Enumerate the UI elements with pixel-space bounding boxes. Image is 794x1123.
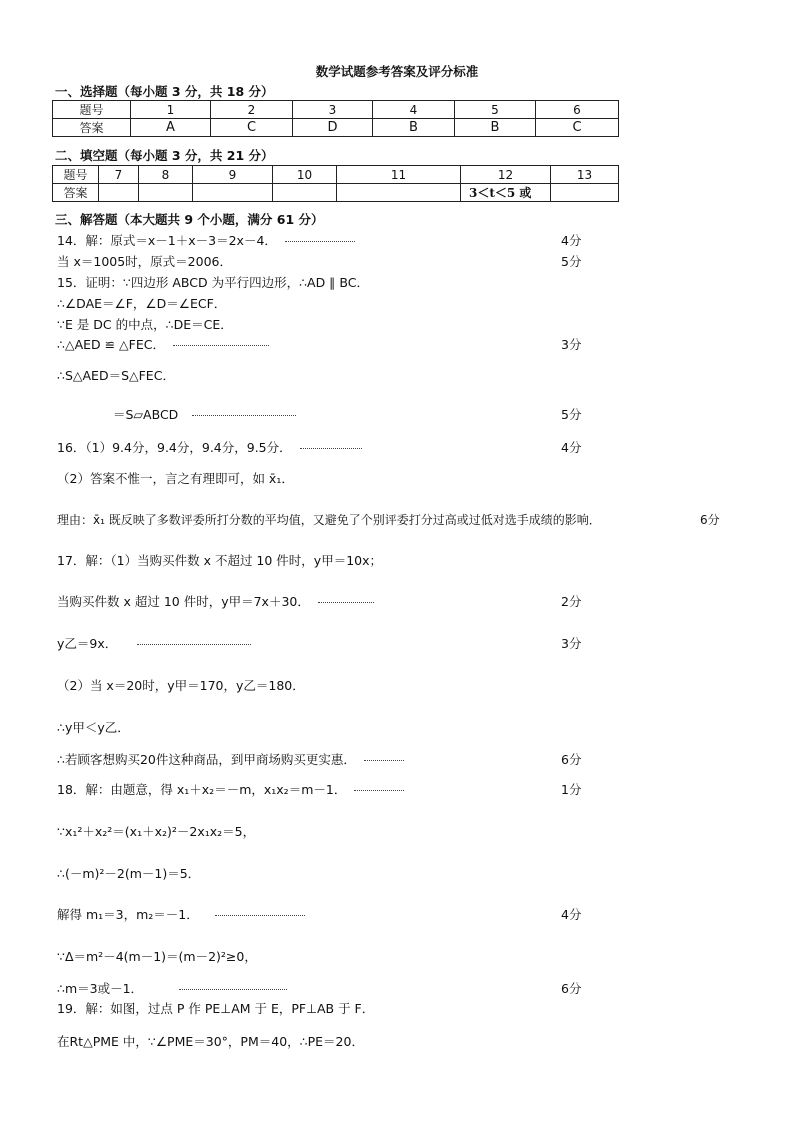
- q15-score2: 5分: [561, 407, 582, 422]
- q15-line3: ∵E 是 DC 的中点，∴DE＝CE．: [57, 317, 233, 332]
- question-number: 13: [551, 166, 619, 184]
- leader-dots: [354, 790, 404, 791]
- fill-in-answer-table: [52, 165, 619, 202]
- q18-line4: [57, 905, 305, 923]
- question-number: 10: [273, 166, 337, 184]
- answer-cell: C: [536, 119, 619, 137]
- answer-cell: D: [293, 119, 373, 137]
- q14-line1: [57, 231, 355, 249]
- answer-cell: 3＜t＜5 或: [461, 184, 551, 202]
- q15-line2: ∴∠DAE＝∠F，∠D＝∠ECF．: [57, 296, 227, 311]
- answer-cell: [193, 184, 273, 202]
- q16-line1: [57, 438, 362, 456]
- q16-line3: 理由：x̄₁ 既反映了多数评委所打分数的平均值，又避免了个别评委打分过高或过低对选手成绩的影响．: [57, 513, 601, 527]
- page-title: 数学试题参考答案及评分标准: [315, 64, 479, 79]
- row-label: 答案: [53, 184, 99, 202]
- line-text: ∴m＝3或－1．: [57, 981, 144, 996]
- question-number: 5: [455, 101, 536, 119]
- answer-cell: C: [211, 119, 293, 137]
- line-text: ＝S▱ABCD: [113, 407, 179, 422]
- section3-heading: 三、解答题（本大题共 9 个小题，满分 61 分）: [55, 212, 324, 227]
- q16-score2: 6分: [700, 513, 720, 527]
- q17-line1: 17．解：（1）当购买件数 x 不超过 10 件时，y甲＝10x；: [57, 553, 383, 568]
- question-number: 12: [461, 166, 551, 184]
- q18-score2: 4分: [561, 907, 582, 922]
- q16-score1: 4分: [561, 440, 582, 455]
- q18-line6: [57, 979, 287, 997]
- q17-line4: （2）当 x＝20时，y甲＝170，y乙＝180．: [57, 678, 305, 693]
- q15-line6: [113, 405, 296, 423]
- section1-heading: 一、选择题（每小题 3 分，共 18 分）: [55, 84, 274, 99]
- q17-score1: 2分: [561, 594, 582, 609]
- leader-dots: [215, 915, 305, 916]
- line-text: 18．解：由题意，得 x₁＋x₂＝－m，x₁x₂＝m－1．: [57, 782, 347, 797]
- q15-score1: 3分: [561, 337, 582, 352]
- answer-cell: B: [373, 119, 455, 137]
- table-row: [53, 119, 619, 137]
- line-text: ∴若顾客想购买20件这种商品，到甲商场购买更实惠．: [57, 752, 356, 767]
- answer-cell: [337, 184, 461, 202]
- row-label: 题号: [53, 101, 131, 119]
- q17-line3: [57, 634, 251, 652]
- leader-dots: [300, 448, 362, 449]
- q17-score2: 3分: [561, 636, 582, 651]
- section2-heading: 二、填空题（每小题 3 分，共 21 分）: [55, 148, 274, 163]
- q18-score1: 1分: [561, 782, 582, 797]
- table-row: [53, 166, 619, 184]
- q14-score1: 4分: [561, 233, 582, 248]
- question-number: 3: [293, 101, 373, 119]
- q17-line5: ∴y甲＜y乙．: [57, 720, 130, 735]
- question-number: 1: [131, 101, 211, 119]
- question-number: 6: [536, 101, 619, 119]
- row-label: 题号: [53, 166, 99, 184]
- question-number: 2: [211, 101, 293, 119]
- leader-dots: [173, 345, 269, 346]
- table-row: [53, 184, 619, 202]
- line-text: y乙＝9x．: [57, 636, 118, 651]
- leader-dots: [179, 989, 287, 990]
- question-number: 9: [193, 166, 273, 184]
- line-text: ∴△AED ≌ △FEC．: [57, 337, 165, 352]
- question-number: 7: [99, 166, 139, 184]
- q19-line1: 19．解：如图，过点 P 作 PE⊥AM 于 E，PF⊥AB 于 F．: [57, 1001, 375, 1016]
- line-text: 14．解：原式＝x－1＋x－3＝2x－4．: [57, 233, 277, 248]
- answer-cell: [99, 184, 139, 202]
- q16-line2: （2）答案不惟一，言之有理即可，如 x̄₁．: [57, 471, 294, 486]
- choice-answer-table: [52, 100, 619, 137]
- q14-line2: 当 x＝1005时，原式＝2006．: [57, 254, 232, 269]
- leader-dots: [192, 415, 296, 416]
- leader-dots: [285, 241, 355, 242]
- answer-cell: A: [131, 119, 211, 137]
- table-row: [53, 101, 619, 119]
- answer-cell: [551, 184, 619, 202]
- q18-score3: 6分: [561, 981, 582, 996]
- line-text: 16．（1）9.4分，9.4分，9.4分，9.5分．: [57, 440, 292, 455]
- question-number: 11: [337, 166, 461, 184]
- row-label: 答案: [53, 119, 131, 137]
- q18-line2: ∵x₁²＋x₂²＝(x₁＋x₂)²－2x₁x₂＝5，: [57, 824, 256, 839]
- line-text: 当购买件数 x 超过 10 件时，y甲＝7x＋30．: [57, 594, 310, 609]
- q17-line6: [57, 750, 404, 768]
- q18-line5: ∵Δ＝m²－4(m－1)＝(m－2)²≥0，: [57, 949, 257, 964]
- leader-dots: [364, 760, 404, 761]
- q19-line2: 在Rt△PME 中，∵∠PME＝30°，PM＝40，∴PE＝20．: [57, 1034, 364, 1049]
- leader-dots: [318, 602, 374, 603]
- question-number: 8: [139, 166, 193, 184]
- q15-line4: [57, 335, 269, 353]
- answer-cell: [139, 184, 193, 202]
- question-number: 4: [373, 101, 455, 119]
- leader-dots: [137, 644, 251, 645]
- q15-line5: ∴S△AED＝S△FEC．: [57, 368, 175, 383]
- q15-line1: 15．证明：∵四边形 ABCD 为平行四边形，∴AD ∥ BC．: [57, 275, 369, 290]
- q17-line2: [57, 592, 374, 610]
- line-text: 解得 m₁＝3，m₂＝－1．: [57, 907, 199, 922]
- q18-line3: ∴(－m)²－2(m－1)＝5．: [57, 866, 201, 881]
- answer-cell: B: [455, 119, 536, 137]
- answer-cell: [273, 184, 337, 202]
- q17-score3: 6分: [561, 752, 582, 767]
- q14-score2: 5分: [561, 254, 582, 269]
- q18-line1: [57, 780, 404, 798]
